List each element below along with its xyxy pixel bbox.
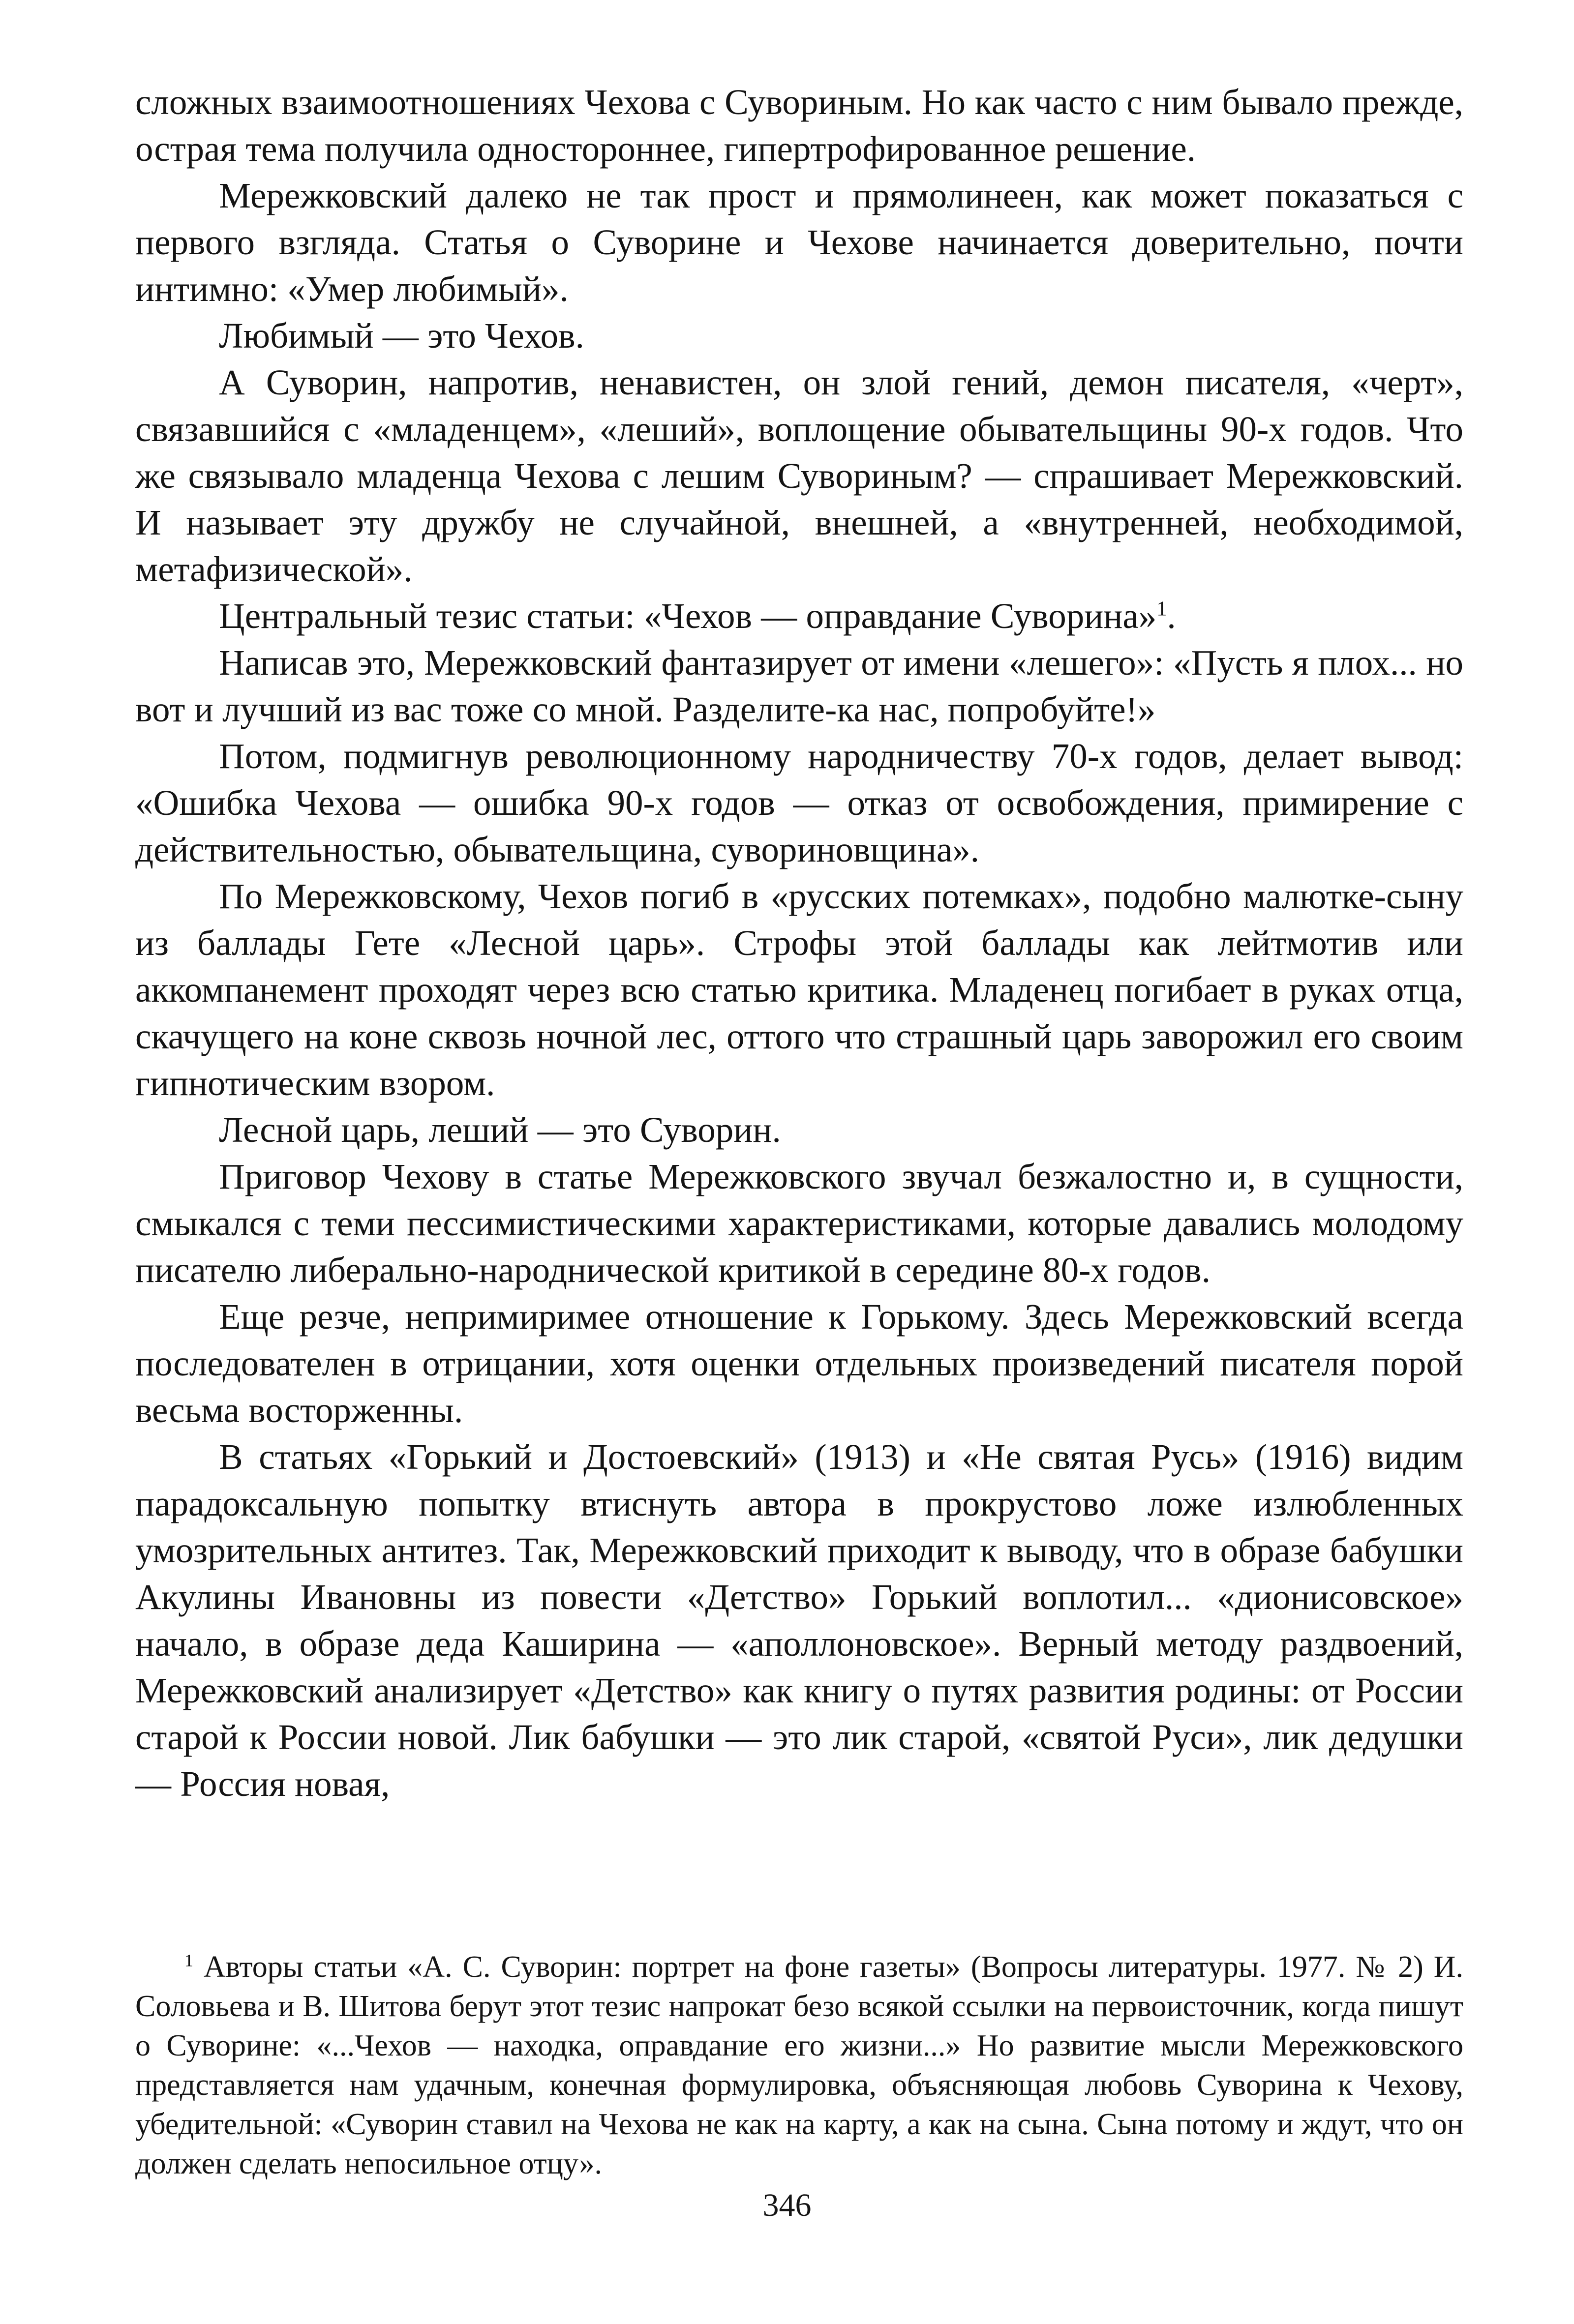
- footnote-text: [135, 1947, 1463, 2183]
- paragraph: А Суворин, напротив, ненавистен, он злой гений, демон писателя, «черт», связавшийся с «младенцем», «леший», воплощение обывательщины 90-х годов. Что же связывало младенца Чехова с лешим Сувориным? — спрашивает Мережковский. И называет эту дружбу не случайной, внешней, а «внутренней, необходимой, метафизической».: [135, 362, 1463, 589]
- paragraph-tail: .: [1167, 596, 1176, 636]
- paragraph: Приговор Чехову в статье Мережковского звучал безжалостно и, в сущности, смыкался с теми пессимистическими характеристиками, которые давались молодому писателю либерально-народнической критикой в середине 80-х годов.: [135, 1157, 1463, 1290]
- paragraph: В статьях «Горький и Достоевский» (1913) и «Не святая Русь» (1916) видим парадоксальную попытку втиснуть автора в прокрустово ложе излюбленных умозрительных антитез. Так, Мережковский приходит к выводу, что в образе бабушки Акулины Ивановны из повести «Детство» Горький воплотил... «дионисовское» начало, в образе деда Каширина — «аполлоновское». Верный методу раздвоений, Мережковский анализирует «Детство» как книгу о путях развития родины: от России старой к России новой. Лик бабушки — это лик старой, «святой Руси», лик дедушки — Россия новая,: [135, 1437, 1463, 1804]
- paragraph: Еще резче, непримиримее отношение к Горькому. Здесь Мережковский всегда последователен в отрицании, хотя оценки отдельных произведений писателя порой весьма восторженны.: [135, 1297, 1463, 1430]
- paragraph: Лесной царь, леший — это Суворин.: [219, 1110, 781, 1150]
- footnote: [135, 1947, 1463, 2183]
- footnote-body: Авторы статьи «А. С. Суворин: портрет на фоне газеты» (Вопросы литературы. 1977. № 2) И. Соловьева и В. Шитова берут этот тезис напрокат безо всякой ссылки на первоисточник, когда пишут о Суворине: «...Чехов — находка, оправдание его жизни...» Но развитие мысли Мережковского представляется нам удачным, конечная формулировка, объясняющая любовь Суворина к Чехову, убедительной: «Суворин ставил на Чехова не как на карту, а как на сына. Сына потому и ждут, что он должен сделать непосильное отцу».: [135, 1950, 1463, 2180]
- paragraph: Любимый — это Чехов.: [219, 316, 584, 356]
- paragraph-with-footnote-ref: [135, 593, 1463, 639]
- paragraph: Потом, подмигнув революционному народничеству 70-х годов, делает вывод: «Ошибка Чехова — ошибка 90-х годов — отказ от освобождения, примирение с действительностью, обывательщина, суворинoвщина».: [135, 736, 1463, 869]
- page-number: 346: [762, 2187, 812, 2223]
- footnote-marker: 1: [184, 1950, 193, 1970]
- page-body: [135, 79, 1463, 1807]
- paragraph-text: Центральный тезис статьи: «Чехов — оправдание Суворина»: [219, 596, 1157, 636]
- footnote-reference[interactable]: 1: [1156, 597, 1167, 621]
- paragraph: Мережковский далеко не так прост и прямолинеен, как может показаться с первого взгляда. Статья о Суворине и Чехове начинается доверительно, почти интимно: «Умер любимый».: [135, 176, 1463, 309]
- main-text: [135, 79, 1463, 1807]
- paragraph: Написав это, Мережковский фантазирует от имени «лешего»: «Пусть я плох... но вот и лучший из вас тоже со мной. Разделите-ка нас, попробуйте!»: [135, 643, 1463, 729]
- paragraph: По Мережковскому, Чехов погиб в «русских потемках», подобно малютке-сыну из баллады Гете «Лесной царь». Строфы этой баллады как лейтмотив или аккомпанемент проходят через всю статью критика. Младенец погибает в руках отца, скачущего на коне сквозь ночной лес, оттого что страшный царь заворожил его своим гипнотическим взором.: [135, 876, 1463, 1103]
- paragraph: сложных взаимоотношениях Чехова с Сувориным. Но как часто с ним бывало прежде, острая тема получила одностороннее, гипертрофированное решение.: [135, 82, 1463, 169]
